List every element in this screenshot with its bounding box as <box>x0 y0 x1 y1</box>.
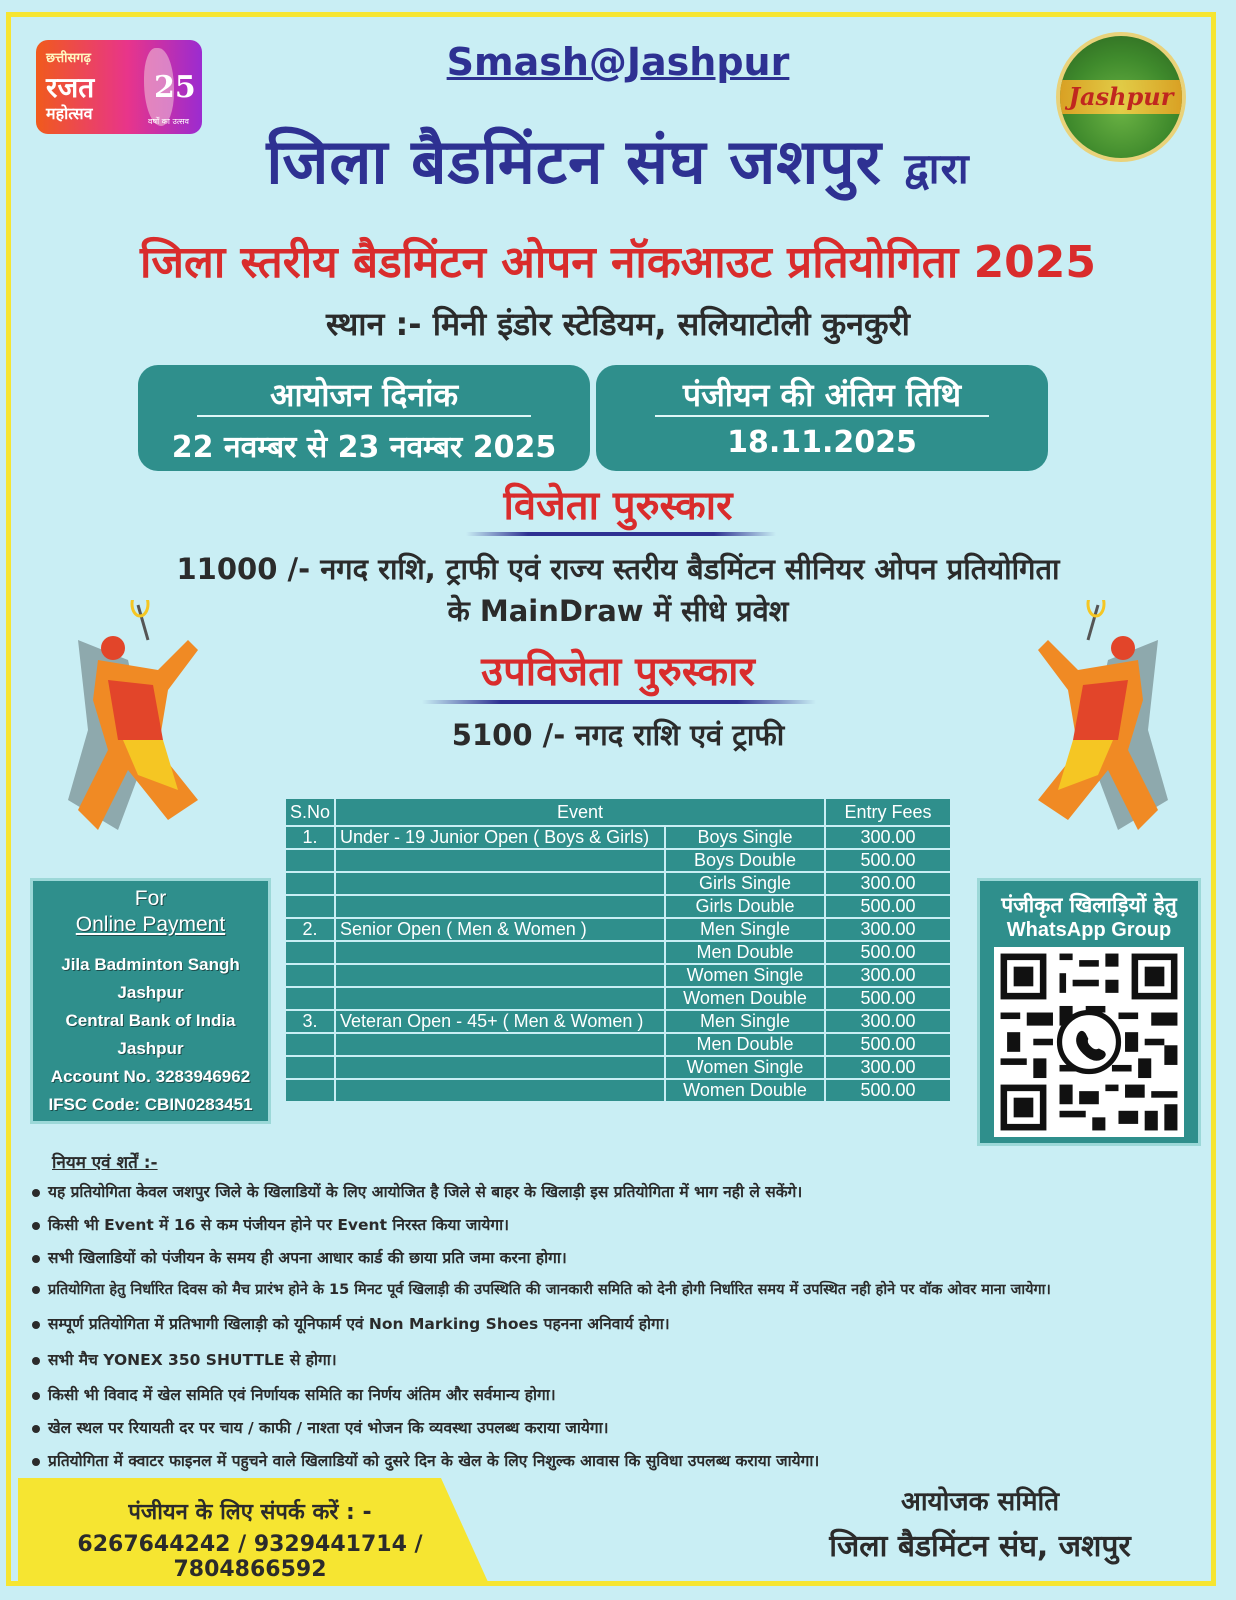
hashtag: Smash@Jashpur <box>446 40 790 84</box>
venue: स्थान :- मिनी इंडोर स्टेडियम, सलियाटोली कुनकुरी <box>326 305 910 343</box>
registration-deadline-value: 18.11.2025 <box>727 425 917 460</box>
runner-prize-title: उपविजेता पुरुस्कार <box>481 649 755 695</box>
row-category: Girls Single <box>665 872 825 895</box>
row-event <box>335 964 665 987</box>
row-event <box>335 849 665 872</box>
row-event <box>335 1056 665 1079</box>
table-row <box>285 941 951 964</box>
rule-item: प्रतियोगिता में क्वाटर फाइनल में पहुचने वाले खिलाडियों को दुसरे दिन के खेल के लिए निशुल्क आवास कि सुविधा उपलब्ध कराया जायेगा। <box>32 1449 819 1471</box>
row-category: Men Single <box>665 918 825 941</box>
whatsapp-group-box <box>977 878 1201 1146</box>
row-sno <box>285 849 335 872</box>
winner-prize-line2: के MainDraw में सीधे प्रवेश <box>447 594 789 628</box>
table-row <box>285 872 951 895</box>
row-event <box>335 1033 665 1056</box>
divider <box>422 700 816 704</box>
header-fees: Entry Fees <box>825 798 951 826</box>
whatsapp-line1: पंजीकृत खिलाड़ियों हेतु <box>1001 893 1177 917</box>
table-row <box>285 826 951 849</box>
row-fee: 500.00 <box>825 987 951 1010</box>
row-category: Girls Double <box>665 895 825 918</box>
rule-item: सम्पूर्ण प्रतियोगिता में प्रतिभागी खिलाड़ी को यूनिफार्म एवं Non Marking Shoes पहनना अनिवार्य होगा। <box>32 1312 670 1334</box>
ifsc-code: IFSC Code: CBIN0283451 <box>48 1095 253 1114</box>
row-fee: 300.00 <box>825 964 951 987</box>
row-event <box>335 895 665 918</box>
logo-line2: रजत <box>46 71 95 104</box>
row-event <box>335 987 665 1010</box>
row-sno: 1. <box>285 826 335 849</box>
event-date-value: 22 नवम्बर से 23 नवम्बर 2025 <box>171 430 557 465</box>
row-sno <box>285 895 335 918</box>
bullet-icon <box>32 1425 40 1433</box>
logo-line1: छत्तीसगढ़ <box>46 51 91 66</box>
table-row <box>285 1010 951 1033</box>
winner-prize-title: विजेता पुरुस्कार <box>503 483 733 529</box>
payment-heading-line2: Online Payment <box>75 913 226 936</box>
bank-line1: Central Bank of India <box>65 1011 236 1030</box>
organizer-committee-name: जिला बैडमिंटन संघ, जशपुर <box>829 1529 1131 1564</box>
entry-fee-table <box>284 797 952 1103</box>
row-fee: 500.00 <box>825 849 951 872</box>
table-row <box>285 1056 951 1079</box>
row-category: Women Double <box>665 987 825 1010</box>
row-category: Men Double <box>665 941 825 964</box>
runner-prize-line: 5100 /- नगद राशि एवं ट्राफी <box>451 718 785 752</box>
table-row <box>285 964 951 987</box>
rule-item: प्रतियोगिता हेतु निर्धारित दिवस को मैच प्रारंभ होने के 15 मिनट पूर्व खिलाड़ी की उपस्थिति की जानकारी समिति को देनी होगी निर्धारित समय में उपस्थित नही होने पर वॉक ओवर माना जायेगा। <box>32 1279 1051 1299</box>
row-sno <box>285 1033 335 1056</box>
logo-tagline: वर्षों का उत्सव <box>148 117 189 126</box>
row-event <box>335 1079 665 1102</box>
row-sno <box>285 1079 335 1102</box>
account-name-line2: Jashpur <box>117 983 184 1002</box>
logo-line3: महोत्सव <box>46 104 93 123</box>
rule-item: सभी खिलाडियों को पंजीयन के समय ही अपना आधार कार्ड की छाया प्रति जमा करना होगा। <box>32 1246 567 1268</box>
row-sno: 3. <box>285 1010 335 1033</box>
rule-item: किसी भी Event में 16 से कम पंजीयन होने पर Event निरस्त किया जायेगा। <box>32 1213 509 1235</box>
row-event: Under - 19 Junior Open ( Boys & Girls) <box>335 826 665 849</box>
bullet-icon <box>32 1357 40 1365</box>
row-category: Boys Double <box>665 849 825 872</box>
competition-title: जिला स्तरीय बैडमिंटन ओपन नॉकआउट प्रतियोगिता 2025 <box>139 237 1097 288</box>
row-sno <box>285 941 335 964</box>
rule-item: सभी मैच YONEX 350 SHUTTLE से होगा। <box>32 1348 337 1370</box>
table-row <box>285 918 951 941</box>
row-event: Veteran Open - 45+ ( Men & Women ) <box>335 1010 665 1033</box>
contact-numbers[interactable]: 6267644242 / 9329441714 / 7804866592 <box>77 1532 423 1582</box>
event-date-label: आयोजन दिनांक <box>269 376 459 414</box>
header-event: Event <box>335 798 825 826</box>
rule-item: खेल स्थल पर रियायती दर पर चाय / काफी / नाश्ता एवं भोजन कि व्यवस्था उपलब्ध कराया जायेगा। <box>32 1416 608 1438</box>
bullet-icon <box>32 1286 40 1294</box>
row-sno <box>285 964 335 987</box>
header-sno: S.No <box>285 798 335 826</box>
row-event: Senior Open ( Men & Women ) <box>335 918 665 941</box>
row-sno <box>285 987 335 1010</box>
bullet-icon <box>32 1255 40 1263</box>
rule-item: यह प्रतियोगिता केवल जशपुर जिले के खिलाडियों के लिए आयोजित है जिले से बाहर के खिलाड़ी इस प्रतियोगिता में भाग नही ले सकेंगे। <box>32 1180 802 1202</box>
organizer-title <box>0 118 1236 202</box>
whatsapp-line2: WhatsApp Group <box>1006 919 1172 941</box>
winner-prize-line1: 11000 /- नगद राशि, ट्राफी एवं राज्य स्तरीय बैडमिंटन सीनियर ओपन प्रतियोगिता <box>176 552 1060 586</box>
bullet-icon <box>32 1458 40 1466</box>
whatsapp-qr-code-icon[interactable] <box>994 947 1184 1137</box>
row-fee: 500.00 <box>825 1033 951 1056</box>
event-date-box <box>138 365 590 471</box>
row-category: Men Double <box>665 1033 825 1056</box>
bullet-icon <box>32 1321 40 1329</box>
online-payment-box <box>30 878 271 1124</box>
organizer-committee-label: आयोजक समिति <box>900 1487 1060 1517</box>
payment-heading-line1: For <box>134 887 167 910</box>
row-fee: 300.00 <box>825 1056 951 1079</box>
table-row <box>285 895 951 918</box>
row-category: Boys Single <box>665 826 825 849</box>
row-fee: 500.00 <box>825 941 951 964</box>
organizer-name: जिला बैडमिंटन संघ जशपुर <box>266 125 882 198</box>
bullet-icon <box>32 1189 40 1197</box>
table-row <box>285 1079 951 1102</box>
row-category: Women Single <box>665 964 825 987</box>
account-number: Account No. 3283946962 <box>50 1067 251 1086</box>
row-fee: 500.00 <box>825 1079 951 1102</box>
organizer-suffix: द्वारा <box>904 144 970 193</box>
table-row <box>285 1033 951 1056</box>
row-fee: 500.00 <box>825 895 951 918</box>
row-event <box>335 941 665 964</box>
rules-heading: नियम एवं शर्तें :- <box>52 1153 158 1173</box>
row-sno <box>285 1056 335 1079</box>
logo-number: 25 <box>154 70 196 105</box>
row-fee: 300.00 <box>825 918 951 941</box>
bullet-icon <box>32 1392 40 1400</box>
bullet-icon <box>32 1222 40 1230</box>
table-row <box>285 987 951 1010</box>
jashpur-logo-text: Jashpur <box>1068 82 1174 111</box>
row-fee: 300.00 <box>825 826 951 849</box>
table-header-row <box>285 798 951 826</box>
row-event <box>335 872 665 895</box>
table-row <box>285 849 951 872</box>
registration-deadline-box <box>596 365 1048 471</box>
rule-item: किसी भी विवाद में खेल समिति एवं निर्णायक समिति का निर्णय अंतिम और सर्वमान्य होगा। <box>32 1383 556 1405</box>
contact-label: पंजीयन के लिए संपर्क करें : - <box>128 1500 372 1525</box>
badminton-player-icon <box>1028 600 1198 840</box>
row-category: Women Double <box>665 1079 825 1102</box>
row-category: Women Single <box>665 1056 825 1079</box>
account-name-line1: Jila Badminton Sangh <box>61 955 240 974</box>
row-category: Men Single <box>665 1010 825 1033</box>
row-fee: 300.00 <box>825 872 951 895</box>
divider <box>466 532 776 536</box>
row-sno: 2. <box>285 918 335 941</box>
row-sno <box>285 872 335 895</box>
registration-deadline-label: पंजीयन की अंतिम तिथि <box>682 376 962 414</box>
bank-line2: Jashpur <box>117 1039 184 1058</box>
badminton-player-icon <box>38 600 208 840</box>
row-fee: 300.00 <box>825 1010 951 1033</box>
